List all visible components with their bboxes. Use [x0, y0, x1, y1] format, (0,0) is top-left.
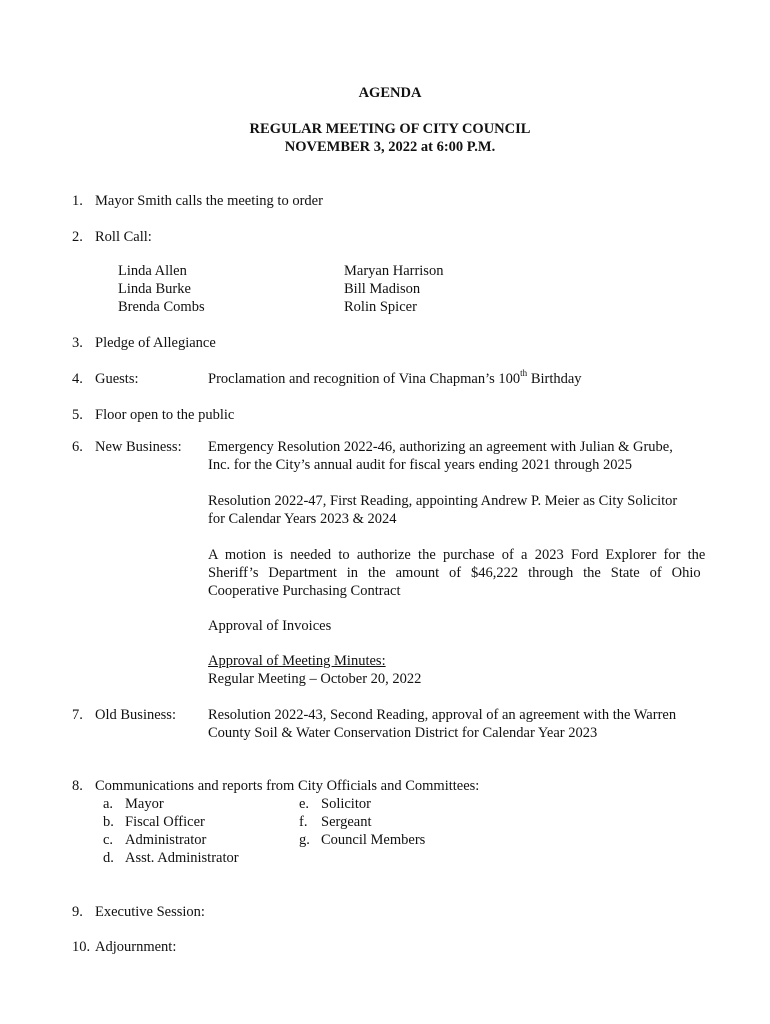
- meeting-title: REGULAR MEETING OF CITY COUNCIL: [249, 121, 531, 137]
- council-member: Linda Allen: [118, 263, 187, 279]
- list-letter: b.: [103, 814, 114, 830]
- minutes-meeting-date: Regular Meeting – October 20, 2022: [208, 671, 422, 687]
- proclamation-text-end: Birthday: [527, 371, 582, 387]
- new-business-ford-explorer-motion: [208, 546, 708, 600]
- report-official: Solicitor: [321, 796, 371, 812]
- item-number: 10.: [72, 939, 91, 955]
- text-line: for Calendar Years 2023 & 2024: [208, 511, 397, 527]
- item-number: 7.: [72, 707, 83, 723]
- text-line: County Soil & Water Conservation District for Calendar Year 2023: [208, 725, 598, 741]
- report-official: Sergeant: [321, 814, 372, 830]
- reports-right-letters: [299, 795, 310, 849]
- item-number: 1.: [72, 193, 83, 209]
- reports-left-letters: [103, 795, 114, 867]
- text-line: Inc. for the City’s annual audit for fiscal years ending 2021 through 2025: [208, 457, 633, 473]
- item-number: 5.: [72, 407, 83, 423]
- text-line: Sheriff’s Department in the amount of $46,222 through the State of Ohio: [208, 565, 701, 581]
- roll-call-right-column: [344, 262, 443, 316]
- list-letter: f.: [299, 814, 308, 830]
- item-label-old-business: Old Business:: [95, 707, 176, 723]
- item-number: 2.: [72, 229, 83, 245]
- council-member: Maryan Harrison: [344, 263, 444, 279]
- text-line: A motion is needed to authorize the purchase of a 2023 Ford Explorer for the: [208, 547, 706, 563]
- council-member: Brenda Combs: [118, 299, 205, 315]
- item-number: 4.: [72, 371, 83, 387]
- report-official: Fiscal Officer: [125, 814, 205, 830]
- list-letter: a.: [103, 796, 114, 812]
- council-member: Rolin Spicer: [344, 299, 417, 315]
- item-number: 3.: [72, 335, 83, 351]
- item-roll-call: Roll Call:: [95, 229, 152, 245]
- list-letter: c.: [103, 832, 114, 848]
- council-member: Linda Burke: [118, 281, 191, 297]
- item-number: 9.: [72, 904, 83, 920]
- new-business-resolution-2022-47: [208, 492, 708, 528]
- text-line: Resolution 2022-43, Second Reading, approval of an agreement with the Warren: [208, 707, 677, 723]
- item-label-new-business: New Business:: [95, 439, 182, 455]
- item-pledge: Pledge of Allegiance: [95, 335, 216, 351]
- proclamation-text: Proclamation and recognition of Vina Chapman’s 100: [208, 371, 521, 387]
- list-letter: e.: [299, 796, 310, 812]
- item-executive-session: Executive Session:: [95, 904, 205, 920]
- item-call-to-order: Mayor Smith calls the meeting to order: [95, 193, 323, 209]
- reports-right-names: [321, 795, 425, 849]
- new-business-emergency-resolution: [208, 438, 708, 474]
- new-business-approval-invoices: Approval of Invoices: [208, 618, 332, 634]
- item-number: 6.: [72, 439, 83, 455]
- item-floor-open: Floor open to the public: [95, 407, 235, 423]
- text-line: Cooperative Purchasing Contract: [208, 583, 401, 599]
- list-letter: g.: [299, 832, 310, 848]
- old-business-resolution-2022-43: [208, 706, 708, 742]
- text-line: Resolution 2022-47, First Reading, appointing Andrew P. Meier as City Solicitor: [208, 493, 678, 509]
- report-official: Asst. Administrator: [125, 850, 239, 866]
- new-business-approval-minutes: [208, 652, 708, 688]
- item-communications: Communications and reports from City Officials and Committees:: [95, 778, 480, 794]
- item-adjournment: Adjournment:: [95, 939, 177, 955]
- meeting-date: NOVEMBER 3, 2022 at 6:00 P.M.: [284, 139, 496, 155]
- item-number: 8.: [72, 778, 83, 794]
- roll-call-left-column: [118, 262, 205, 316]
- agenda-heading: AGENDA: [358, 85, 422, 101]
- report-official: Mayor: [125, 796, 164, 812]
- text-line: Emergency Resolution 2022-46, authorizing an agreement with Julian & Grube,: [208, 439, 673, 455]
- report-official: Council Members: [321, 832, 426, 848]
- guests-proclamation: [208, 370, 708, 388]
- report-official: Administrator: [125, 832, 207, 848]
- minutes-heading: Approval of Meeting Minutes:: [208, 653, 386, 669]
- reports-left-names: [125, 795, 239, 867]
- list-letter: d.: [103, 850, 114, 866]
- item-label-guests: Guests:: [95, 371, 139, 387]
- council-member: Bill Madison: [344, 281, 421, 297]
- ordinal-suffix: th: [520, 368, 528, 379]
